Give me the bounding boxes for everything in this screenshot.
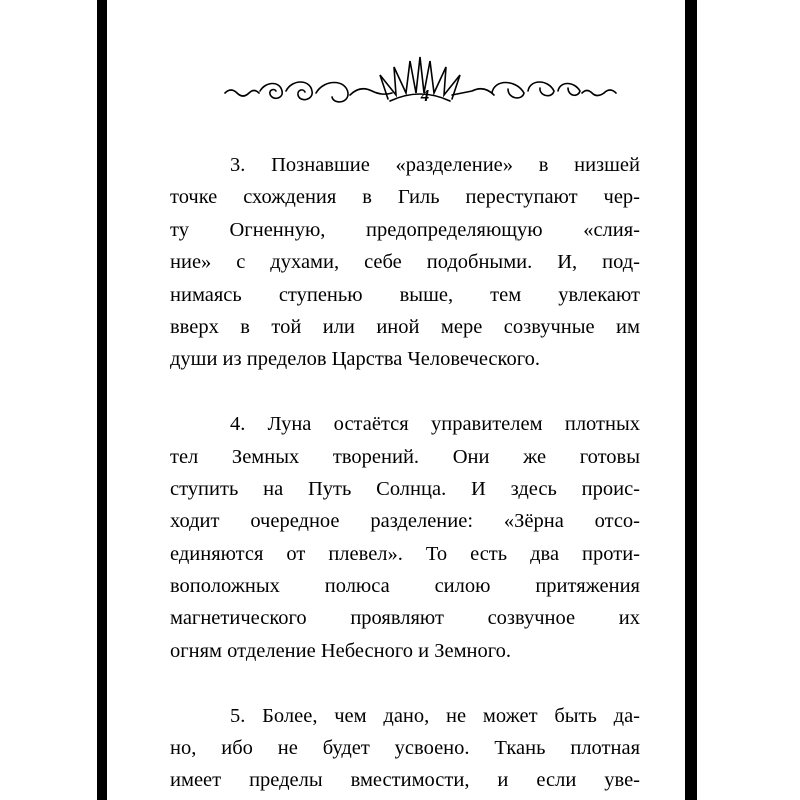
text-line: имеет пределы вместимости, и если уве-	[170, 769, 640, 792]
text-line: магнетического проявляют созвучное их	[170, 607, 640, 630]
text-line: ходит очередное разделение: «Зёрна отсо-	[170, 510, 640, 533]
text-line: точке схождения в Гиль переступают чер-	[170, 186, 640, 209]
page-number: 4	[420, 86, 430, 105]
text-line: ступить на Путь Солнца. И здесь проис-	[170, 477, 640, 500]
text-line: но, ибо не будет усвоено. Ткань плотная	[170, 737, 640, 760]
text-line: ние» с духами, себе подобными. И, под-	[170, 251, 640, 274]
text-line: вверх в той или иной мере созвучные им	[170, 315, 640, 338]
text-line: огням отделение Небесного и Земного.	[170, 639, 512, 662]
sun-ornament-icon	[220, 55, 620, 115]
text-line: ту Огненную, предопределяющую «слия-	[170, 218, 640, 241]
paragraph-gap	[170, 376, 640, 408]
text-line: единяются от плевел». То есть два проти-	[170, 542, 640, 565]
text-line: 4. Луна остаётся управителем плотных	[230, 413, 640, 436]
text-line: 3. Познавшие «разделение» в низшей	[230, 154, 640, 176]
body-text	[170, 149, 640, 797]
left-black-bar	[97, 0, 107, 800]
text-line: души из пределов Царства Человеческого.	[170, 348, 540, 371]
text-line: нимаясь ступенью выше, тем увлекают	[170, 283, 640, 306]
text-line: воположных полюса силою притяжения	[170, 575, 640, 598]
text-line: 5. Более, чем дано, не может быть да-	[230, 704, 640, 727]
right-black-bar	[685, 0, 697, 800]
text-line: тел Земных творений. Они же готовы	[170, 445, 640, 468]
paragraph-gap	[170, 667, 640, 699]
